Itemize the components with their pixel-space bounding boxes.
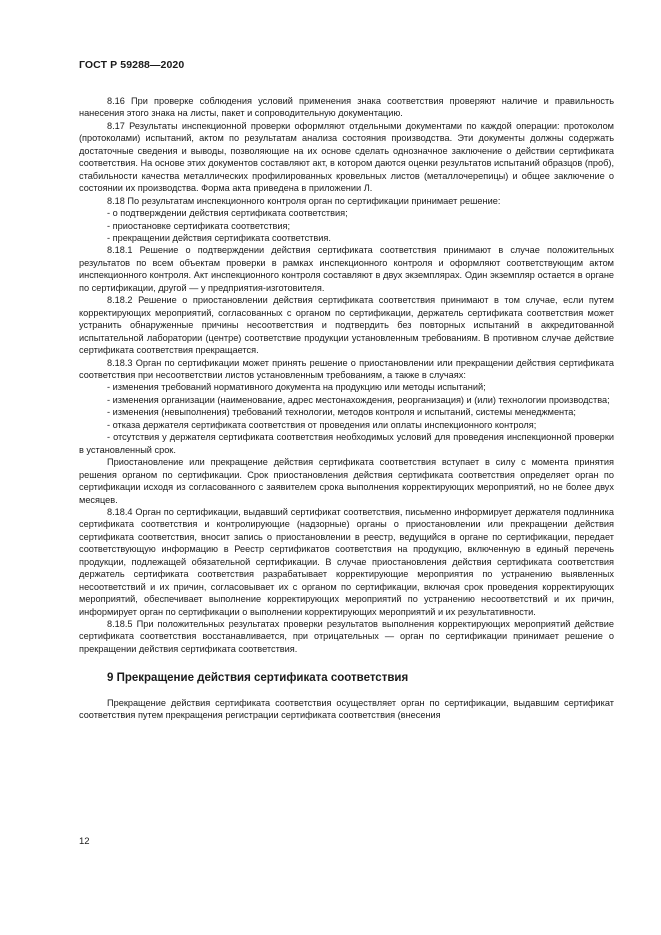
list-item: - изменения (невыполнения) требований технологии, методов контроля и испытаний, системы менеджмента; xyxy=(107,407,576,418)
paragraph-8-18-5: 8.18.5 При положительных результатах проверки результатов выполнения корректирующих мероприятий действие сертификата соответствия восстанавливается, при отрицательных — орган по сертификации принимает решение о прекращении действия сертификата соответствия. xyxy=(79,619,614,654)
paragraph-8-18-4: 8.18.4 Орган по сертификации, выдавший сертификат соответствия, письменно информирует держателя подлинника сертификата соответствия и контролирующие (надзорные) органы о приостановлении или прекращении действия сертификата соответствия, вносит запись о приостановлении в реестр, ведущийся в органе по сертификации, передает соответствующую информацию в Реестр сертификатов соответствия на продукцию, включенную в единый перечень продукции, подлежащей обязательной сертификации. В случае приостановления действия сертификата соответствия держатель сертификата соответствия разрабатывает корректирующие мероприятия по устранению выявленных несоответствий и их причин, согласовывает их с органом по сертификации, включая срок проведения корректирующих мероприятий, обеспечивает выполнение корректирующих мероприятий по устранению несоответствий и их причин, информирует орган по сертификации о выполнении корректирующих мероприятий и их результативности. xyxy=(79,506,614,617)
paragraph-8-16: 8.16 При проверке соблюдения условий применения знака соответствия проверяют наличие и правильность нанесения этого знака на листы, пакет и сопроводительную документацию. xyxy=(79,96,614,119)
paragraph-8-17: 8.17 Результаты инспекционной проверки оформляют отдельными документами по каждой операции: протоколом (протоколами) испытаний, актом по результатам анализа состояния производства. Эти документы должны содержать достаточные сведения и выводы, позволяющие на их основе сделать однозначное заключение о действии сертификата соответствия. На основе этих документов составляют акт, в котором даются оценки результатов испытаний образцов (проб), стабильности качества металлических профилированных кровельных листов (металлочерепицы) и общее заключение о состоянии их производства. Форма акта приведена в приложении Л. xyxy=(79,120,614,194)
paragraph-8-18: 8.18 По результатам инспекционного контроля орган по сертификации принимает решение: xyxy=(107,195,501,206)
paragraph-8-18-2: 8.18.2 Решение о приостановлении действия сертификата соответствия принимают в том случае, если путем корректирующих мероприятий, согласованных с органом по сертификации, держатель сертификата соответствия может устранить обнаруженные причины несоответствия и подтвердить без повторных испытаний в аккредитованной испытательной лаборатории (центре) соответствие продукции установленным требованиям. В противном случае действие сертификата соответствия прекращается. xyxy=(79,295,614,356)
list-item: - отказа держателя сертификата соответствия от проведения или оплаты инспекционного контроля; xyxy=(107,419,537,430)
list-item: - изменения организации (наименование, адрес местонахождения, реорганизация) и (или) технологии производства; xyxy=(107,394,610,405)
list-item: - приостановке сертификата соответствия; xyxy=(107,220,291,231)
list-item: - прекращении действия сертификата соответствия. xyxy=(107,232,331,243)
document-header: ГОСТ Р 59288—2020 xyxy=(79,59,185,71)
list-item: - изменения требований нормативного документа на продукцию или методы испытаний; xyxy=(107,382,486,393)
paragraph-8-18-3: 8.18.3 Орган по сертификации может принять решение о приостановлении или прекращении действия сертификата соответствия при несоответствии листов установленным требованиям, а также в случаях: xyxy=(79,357,614,380)
paragraph-8-18-1: 8.18.1 Решение о подтверждении действия сертификата соответствия принимают в случае положительных результатов по всем объектам проверки в рамках инспекционного контроля и оформляют соответствующим актом инспекционного контроля. Акт инспекционного контроля составляют в двух экземплярах. Один экземпляр остается в органе по сертификации, другой — у предприятия-изготовителя. xyxy=(79,245,614,293)
document-body xyxy=(79,95,614,722)
list-item: - отсутствия у держателя сертификата соответствия необходимых условий для проведения инспекционной проверки в установленный срок. xyxy=(79,432,614,455)
paragraph-suspension-effect: Приостановление или прекращение действия сертификата соответствия вступает в силу с момента принятия решения органом по сертификации. Срок приостановления действия сертификата соответствия определяет орган по сертификации исходя из согласованного с заявителем срока выполнения корректирующих мероприятий, но не более двух месяцев. xyxy=(79,457,614,505)
list-item: - о подтверждении действия сертификата соответствия; xyxy=(107,208,348,219)
page-number: 12 xyxy=(79,836,90,847)
section-9-paragraph: Прекращение действия сертификата соответствия осуществляет орган по сертификации, выдавшим сертификат соответствия путем прекращения регистрации сертификата соответствия (внесения xyxy=(79,697,614,721)
section-9-heading: 9 Прекращение действия сертификата соответствия xyxy=(107,672,409,685)
